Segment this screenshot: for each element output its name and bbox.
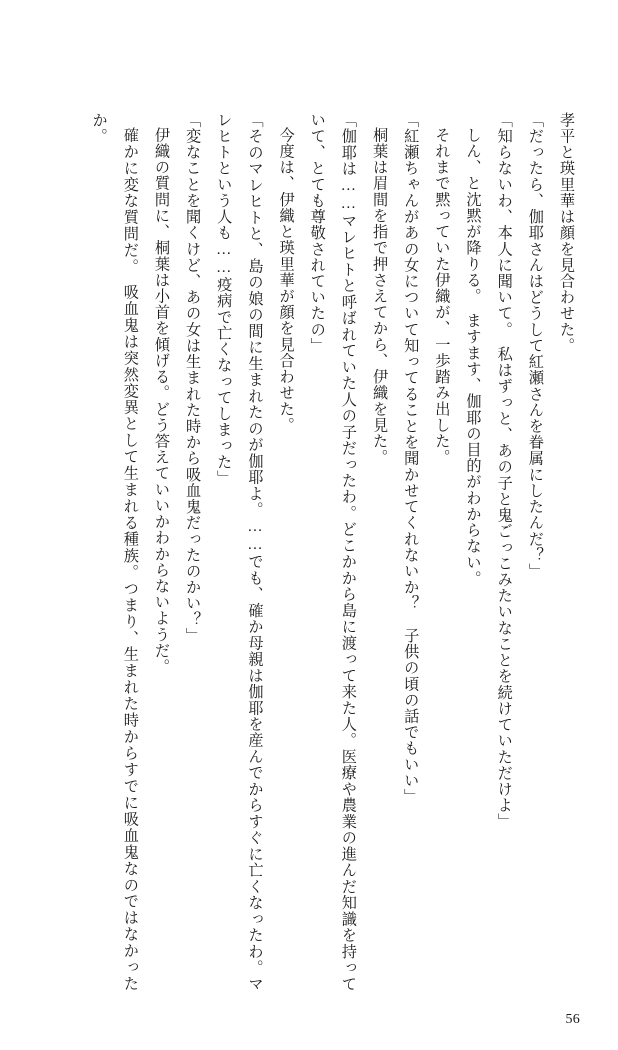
paragraph: 「伽耶は……マレヒトと呼ばれていた人の子だったわ。どこかから島に渡って来た人。医療や農業の進んだ知識を持っていて、とても尊敬されていたの」 (308, 112, 357, 992)
page-number: 56 (565, 1012, 580, 1027)
paragraph: 確かに変な質問だ。 吸血鬼は突然変異として生まれる種族。つまり、生まれた時からすでに吸血鬼なのではなかったか。 (90, 112, 139, 992)
paragraph: 「そのマレヒトと、島の娘の間に生まれたのが伽耶よ。……でも、確か母親は伽耶を産んでからすぐに亡くなったわ。マレヒトという人も……疫病で亡くなってしまった」 (215, 112, 264, 992)
paragraph: 伊織の質問に、桐葉は小首を傾げる。どう答えていいかわからないようだ。 (152, 127, 170, 675)
paragraph: 「紅瀬ちゃんがあの女について知ってることを聞かせてくれないか？ 子供の頃の話でもいい」 (402, 112, 420, 805)
page-body-text (62, 112, 582, 992)
paragraph: 今度は、伊織と瑛里華が顔を見合わせた。 (277, 127, 295, 434)
paragraph: 「知らないわ、本人に聞いて。 私はずっと、あの子と鬼ごっこみたいなことを続けていただけよ」 (495, 112, 513, 830)
paragraph: 「変なことを聞くけど、あの女は生まれた時から吸血鬼だったのかい？」 (184, 112, 202, 644)
paragraph: しん、と沈黙が降りる。 ますます、伽耶の目的がわからない。 (464, 127, 482, 587)
paragraph: 桐葉は眉間を指で押さえてから、伊織を見た。 (371, 127, 389, 466)
paragraph: 「だったら、伽耶さんはどうして紅瀬さんを眷属にしたんだ？」 (526, 112, 544, 580)
paragraph: 孝平と瑛里華は顔を見合わせた。 (558, 112, 575, 354)
paragraph: それまで黙っていた伊織が、一歩踏み出した。 (433, 127, 451, 466)
